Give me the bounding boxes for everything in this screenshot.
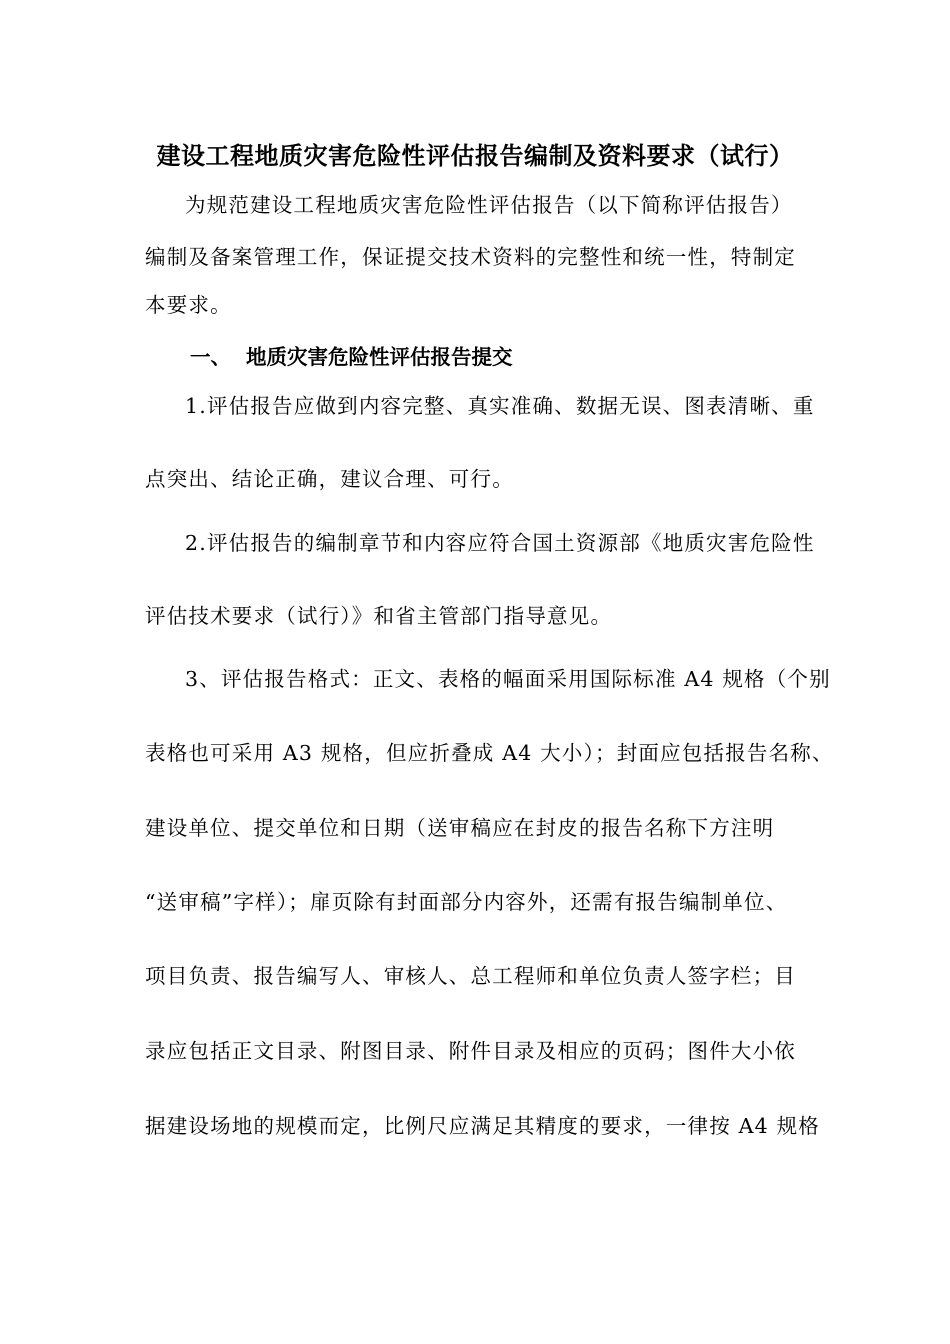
intro-line-1: 为规范建设工程地质灾害危险性评估报告（以下简称评估报告） — [185, 193, 793, 217]
section-heading — [190, 340, 513, 370]
item2-line-2: 评估技术要求（试行）》和省主管部门指导意见。 — [145, 604, 613, 628]
item3-line-6: 录应包括正文目录、附图目录、附件目录及相应的页码；图件大小依 — [145, 1039, 796, 1063]
section-number: 一、 — [190, 345, 231, 369]
item1-line-1: 1.评估报告应做到内容完整、真实准确、数据无误、图表清晰、重 — [185, 394, 815, 418]
item3-line-1: 3、评估报告格式：正文、表格的幅面采用国际标准 A4 规格（个别 — [185, 667, 831, 691]
section-title: 地质灾害危险性评估报告提交 — [246, 345, 513, 369]
item3-line-2: 表格也可采用 A3 规格，但应折叠成 A4 大小）；封面应包括报告名称、 — [145, 741, 834, 765]
item1-line-2: 点突出、结论正确，建议合理、可行。 — [145, 467, 514, 491]
item3-line-7: 据建设场地的规模而定，比例尺应满足其精度的要求，一律按 A4 规格 — [145, 1114, 820, 1138]
item3-line-5: 项目负责、报告编写人、审核人、总工程师和单位负责人签字栏；目 — [145, 964, 796, 988]
item3-line-4: “送审稿”字样）；扉页除有封面部分内容外，还需有报告编制单位、 — [145, 890, 788, 914]
intro-line-2: 编制及备案管理工作，保证提交技术资料的完整性和统一性，特制定 — [145, 245, 796, 269]
intro-line-3: 本要求。 — [145, 293, 232, 317]
item2-line-1: 2.评估报告的编制章节和内容应符合国土资源部《地质灾害危险性 — [185, 531, 815, 555]
document-title: 建设工程地质灾害危险性评估报告编制及资料要求（试行） — [156, 141, 794, 170]
item3-line-3: 建设单位、提交单位和日期（送审稿应在封皮的报告名称下方注明 — [145, 816, 775, 840]
